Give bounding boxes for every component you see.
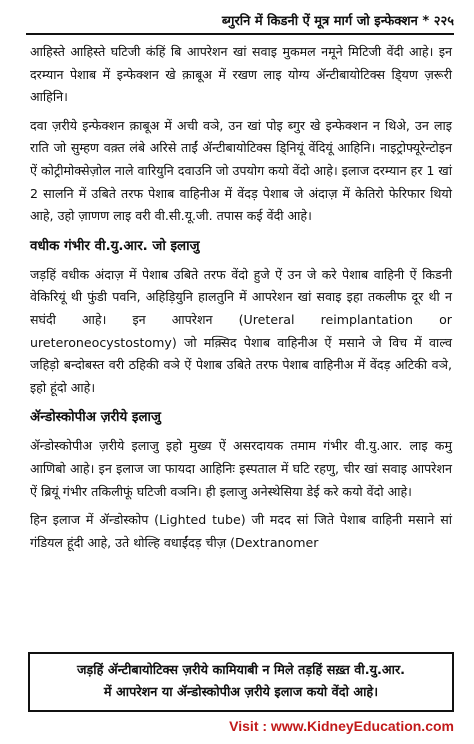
paragraph-surgery: जड़हिं वधीक अंदाज़ में पेशाब उबिते तरफ वेंदो हुजे ऐं उन जे करे पेशाब वाहिनी ऐं किडनी वेकिरियूं थी फुंडी पवनि, अहिड़ियुनि हालतुनि में आपरेशन खां सवाइ इहा तकलीफ दूर थी न सघंदी आहे। इन आपरेशन (Ureteral reimplantation or ureteroneocystostomy) जो मक़्सिद पेशाब वाहिनीअ ऐं मसाने जे विच में वाल्व जहिड़ो बन्दोबस्त वरी ठहिकी वञे ऐं पेशाब उबिते तरफ पेशाब वाहिनीअ में वेंदड़ अटिकी वञे, इहो हूंदो आहे। <box>30 266 452 395</box>
paragraph-endoscopy: ॲन्डोस्कोपीअ ज़रीये इलाजु इहो मुख्य ऐं असरदायक तमाम गंभीर वी.यु.आर. लाइ कमु आणिबो आहे। इन इलाज जा फायदा आहिनिः इस्पताल में घटि रहणु, चीर खां सवाइ आपरेशन ऐं ब्रियूं गंभीर तकिलीफूं घटिजी वञनि। ही इलाजु अनेस्थेसिया डेई करे कयो वेंदो आहे। <box>30 438 452 499</box>
page-body <box>30 41 452 560</box>
paragraph-intro: आहिस्ते आहिस्ते घटिजी कंहिं बि आपरेशन खां सवाइ मुकमल नमूने मिटिजी वेंदी आहे। इन दरम्यान पेशाब में इन्फेक्शन खे क़ाबूअ में रखण लाइ योग्य ॲन्टीबायोटिक्स डि्यण ज़रूरी आहिनि। <box>30 44 452 105</box>
section-heading-endoscopy: ॲन्डोस्कोपीअ ज़रीये इलाजु <box>30 410 161 426</box>
callout-box <box>28 652 454 712</box>
header-rule <box>26 33 454 35</box>
running-header <box>26 8 454 32</box>
paragraph-antibiotics: दवा ज़रीये इन्फेक्शन क़ाबूअ में अची वञे, उन खां पोइ ब्गुर खे इन्फेक्शन न थिअे, उन लाइ राति जो सुम्हण वक़्त लंबे अरिसे ताईं ॲन्टीबायोटिक्स डि्नियूं वेंदियूं आहिनि। नाइट्रोफ्यूरेन्टोइन ऐं कोट्रीमोक्सेज़ोल नाले वारियुनि दवाउनि जो उपयोग कयो वेंदो आहे। इलाज दरम्यान हर 1 खां 2 सालनि में उबिते तरफ पेशाब वाहिनीअ में वेंदड़ पेशाब जे अंदाज़ में केतिरो फेरिफार थियो आहे, उहो ज़ाणण लाइ वरी वी.सी.यू.जी. तपास कई वेंदी आहे। <box>30 117 452 224</box>
footer-website: Visit : www.KidneyEducation.com <box>229 718 454 734</box>
callout-line-2: में आपरेशन या ॲन्डोस्कोपीअ ज़रीये इलाज कयो वेंदो आहे। <box>103 685 379 700</box>
section-heading-severe-vur: वधीक गंभीर वी.यु.आर. जो इलाजु <box>30 238 200 254</box>
paragraph-lighted-tube: हिन इलाज में ॲन्डोस्कोप (Lighted tube) जी मदद सां जिते पेशाब वाहिनी मसाने सां गंडियल हूंदी आहे, उते थोल्हि वधाईंदड़ चीज़ (Dextranomer <box>30 512 452 550</box>
running-title: ब्गुरनि में किडनी ऐं मूत्र मार्ग जो इन्फेक्शन * २२५ <box>221 14 454 29</box>
callout-line-1: जड़हिं ॲन्टीबायोटिक्स ज़रीये कामियाबी न मिले तड़हिं सख़्त वी.यु.आर. <box>76 663 406 678</box>
